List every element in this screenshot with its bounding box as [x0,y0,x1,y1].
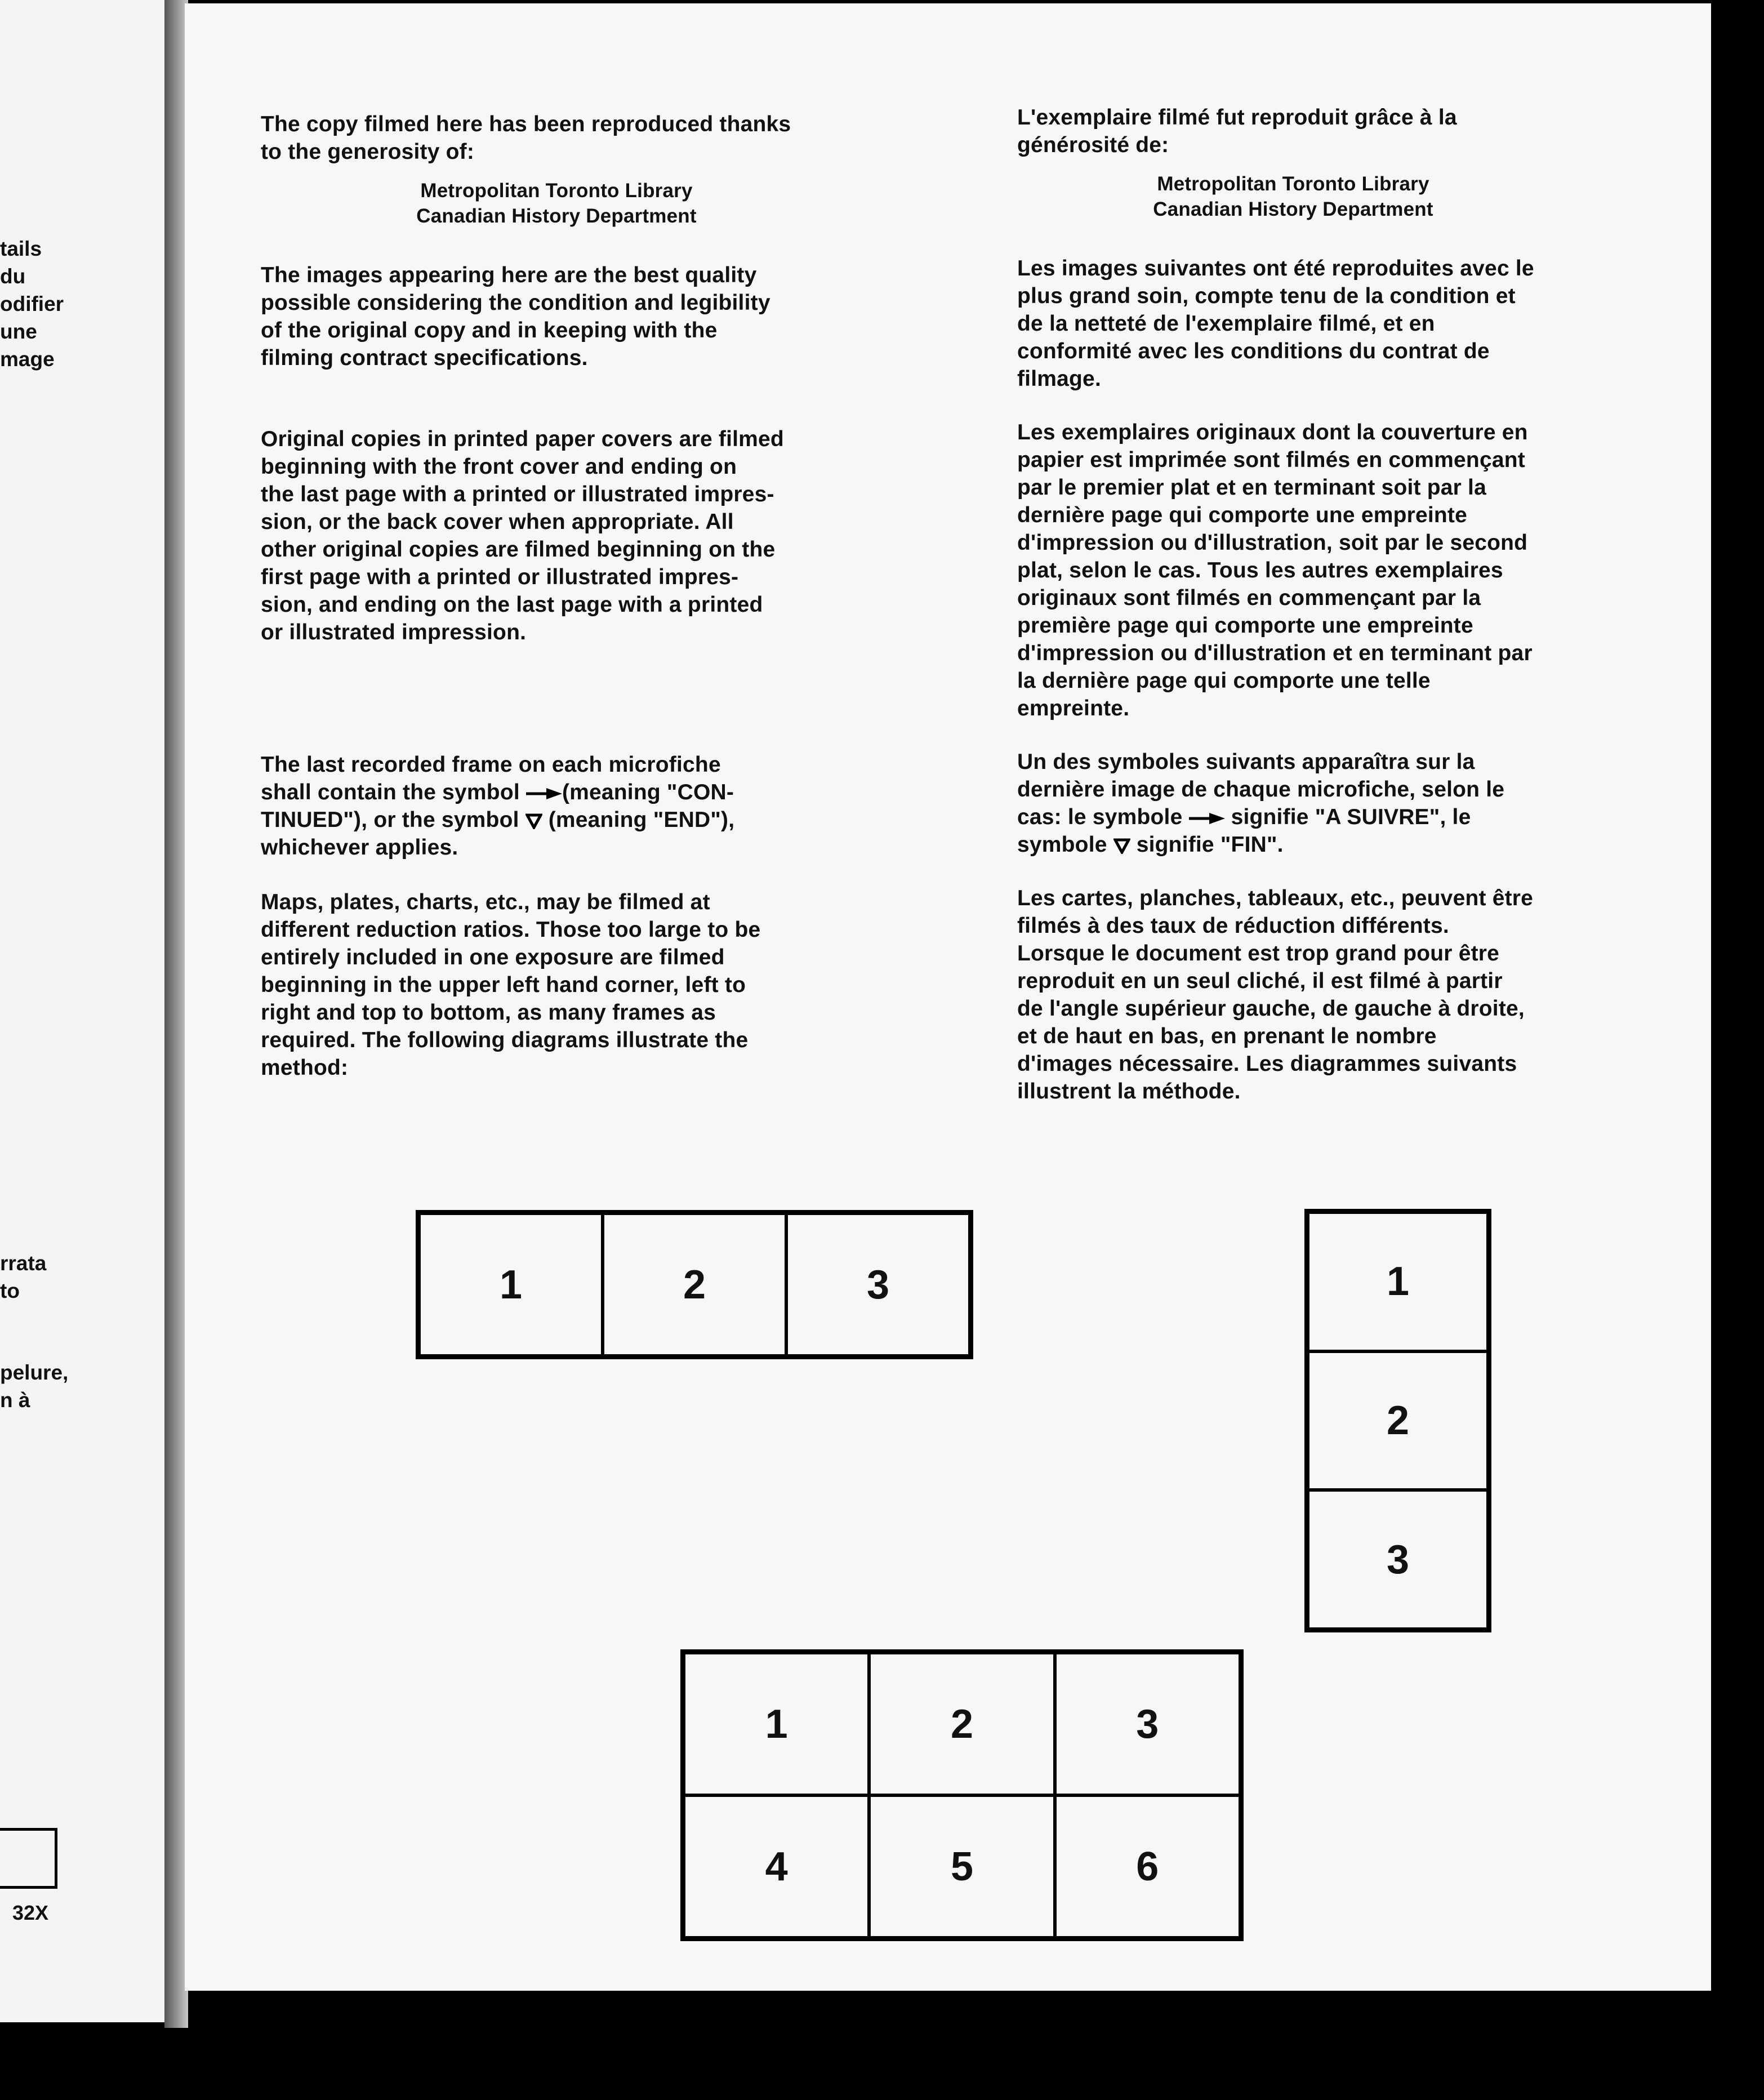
end-triangle-icon [1113,838,1130,854]
french-symbols-text-c: signifie "FIN". [1130,833,1284,857]
diagram-horizontal [416,1210,973,1359]
english-symbols-paragraph [261,751,897,861]
english-quality-paragraph: The images appearing here are the best quality possible considering the condition and legibility of the original copy and in keeping with the filming contract specifications. [261,263,770,370]
frame-cell: 1 [684,1653,869,1795]
fragment-line: du [0,265,26,288]
french-thanks-paragraph: L'exemplaire filmé fut reproduit grâce à la générosité de: [1017,105,1457,157]
frame-cell: 1 [419,1213,603,1356]
fragment-line: rrata [0,1252,47,1275]
english-symbols-text-a: The last recorded frame on each microfiche shall contain the symbol [261,753,721,804]
french-column [1017,104,1682,1105]
fragment-line: pelure, [0,1361,69,1384]
institution-name: Metropolitan Toronto Library [420,180,693,202]
english-thanks-paragraph: The copy filmed here has been reproduced thanks to the generosity of: [261,112,791,164]
fragment-line: une [0,320,37,343]
end-triangle-icon [525,813,542,829]
frame-cell: 2 [1308,1351,1488,1491]
french-institution [1017,171,1569,222]
institution-department: Canadian History Department [416,205,697,227]
scan-border [1711,0,1764,2100]
adjacent-page-fragment [0,0,169,2022]
english-institution [261,178,852,229]
microfiche-target-page [185,3,1711,1991]
english-column [261,110,897,1082]
frame-cell: 3 [786,1213,970,1356]
frame-cell: 4 [684,1795,869,1938]
french-covers-paragraph: Les exemplaires originaux dont la couverture en papier est imprimée sont filmés en commençant par le premier plat et en terminant soit par la dernière page qui comporte une empreinte d'impression ou d'illustration, soit par le second plat, selon le cas. Tous les autres exemplaires originaux sont filmés en commençant par la première page qui comporte une empreinte d'impression ou d'illustration et en terminant par la dernière page qui comporte une telle empreinte. [1017,420,1533,720]
frame-cell: 2 [603,1213,786,1356]
frame-cell: 3 [1308,1490,1488,1629]
frame-cell: 5 [869,1795,1054,1938]
fragment-line: n à [0,1389,30,1412]
french-symbols-text-b: signifie "A SUIVRE", le symbole [1017,805,1471,857]
frame-cell: 2 [869,1653,1054,1795]
fragment-line: mage [0,348,55,371]
institution-name: Metropolitan Toronto Library [1157,173,1429,195]
diagram-grid [680,1649,1244,1941]
diagram-vertical [1304,1209,1491,1632]
frame-cell: 3 [1055,1653,1240,1795]
french-quality-paragraph: Les images suivantes ont été reproduites avec le plus grand soin, compte tenu de la condition et de la netteté de l'exemplaire filmé, et en conformité avec les conditions du contrat de filmage. [1017,256,1534,391]
frame-cell: 6 [1055,1795,1240,1938]
english-maps-paragraph: Maps, plates, charts, etc., may be filmed at different reduction ratios. Those too large to be entirely included in one exposure are filmed beginning in the upper left hand corner, left to right and top to bottom, as many frames as required. The following diagrams illustrate the method: [261,890,761,1080]
institution-department: Canadian History Department [1153,198,1433,220]
resolution-target-box [0,1828,57,1889]
english-symbols-text-c: (meaning "END"), whichever applies. [261,808,735,860]
english-covers-paragraph: Original copies in printed paper covers are filmed beginning with the front cover and ending on the last page with a printed or illustrated impres- sion, or the back cover when appropriate. All other original copies are filmed beginning on the first page with a printed or illustrated impres- sion, and ending on the last page with a printed or illustrated impression. [261,427,784,644]
frame-cell: 1 [1308,1212,1488,1351]
fragment-line: to [0,1279,20,1302]
english-symbols-text-b: (meaning "CON- TINUED"), or the symbol [261,780,734,832]
fragment-line: odifier [0,292,64,315]
continued-arrow-icon [526,787,562,800]
french-symbols-text-a: Un des symboles suivants apparaîtra sur la dernière image de chaque microfiche, selon le cas: le symbole [1017,750,1505,829]
fragment-line: tails [0,237,42,260]
french-maps-paragraph: Les cartes, planches, tableaux, etc., peuvent être filmés à des taux de réduction différents. Lorsque le document est trop grand pour être reproduit en un seul cliché, il est filmé à partir de l'angle supérieur gauche, de gauche à droite, et de haut en bas, en prenant le nombre d'images nécessaire. Les diagrammes suivants illustrent la méthode. [1017,886,1534,1104]
continued-arrow-icon [1189,812,1225,825]
resolution-label: 32X [12,1901,49,1924]
french-symbols-paragraph [1017,748,1682,858]
